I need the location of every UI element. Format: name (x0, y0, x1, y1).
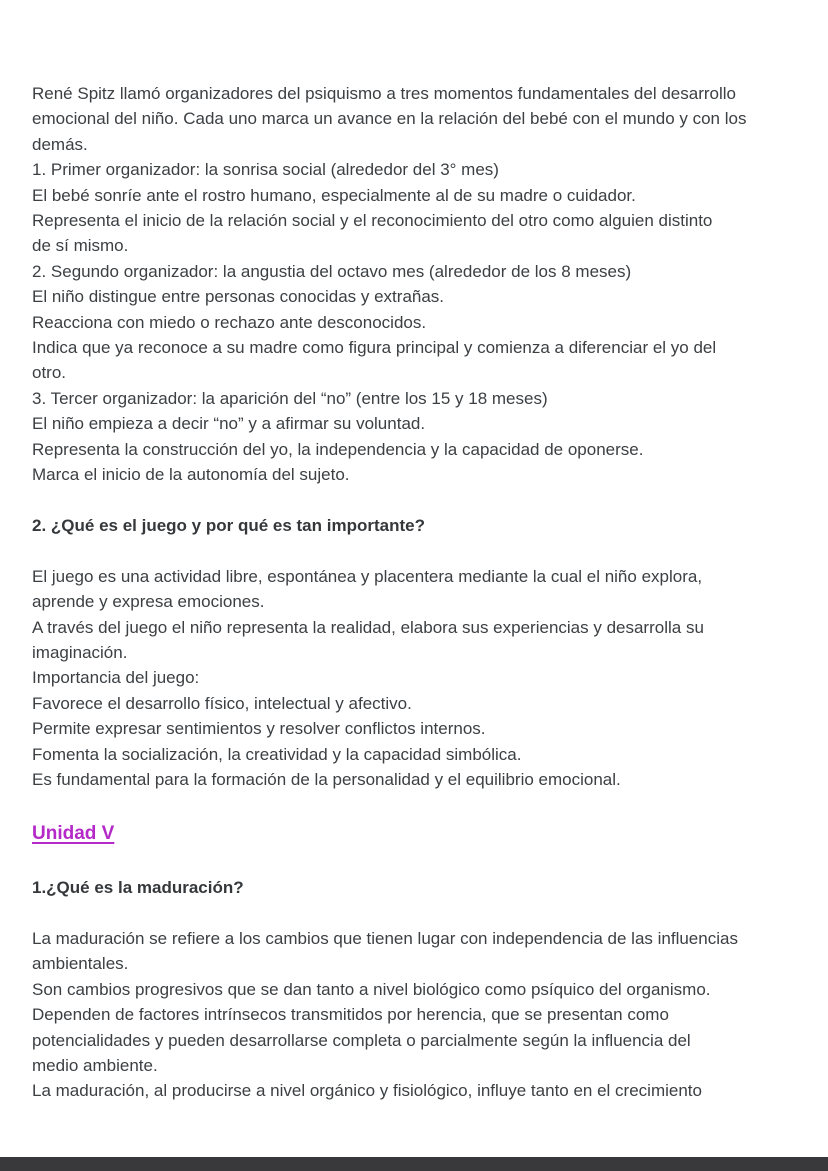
text-line: Favorece el desarrollo físico, intelectual y afectivo. (32, 693, 412, 713)
text-line: Representa el inicio de la relación social y el reconocimiento del otro como alguien distinto (32, 211, 713, 231)
text-line: Fomenta la socialización, la creatividad y la capacidad simbólica. (32, 744, 522, 764)
text-line: El niño empieza a decir “no” y a afirmar su voluntad. (32, 414, 426, 434)
text-line: 3. Tercer organizador: la aparición del “no” (entre los 15 y 18 meses) (32, 388, 548, 408)
blank-line (32, 901, 796, 926)
text-line: Permite expresar sentimientos y resolver conflictos internos. (32, 719, 486, 739)
text-line: Marca el inicio de la autonomía del sujeto. (32, 465, 350, 485)
text-line: Dependen de factores intrínsecos transmitidos por herencia, que se presentan como (32, 1005, 669, 1025)
text-line: El niño distingue entre personas conocidas y extrañas. (32, 287, 445, 307)
section-heading: 2. ¿Qué es el juego y por qué es tan importante? (32, 515, 425, 535)
text-line: aprende y expresa emociones. (32, 592, 265, 612)
section-heading: 1.¿Qué es la maduración? (32, 878, 244, 898)
text-line: de sí mismo. (32, 236, 129, 256)
text-line: Indica que ya reconoce a su madre como figura principal y comienza a diferenciar el yo del (32, 338, 717, 358)
window-bottom-edge-bar (0, 1157, 828, 1171)
text-line: emocional del niño. Cada uno marca un avance en la relación del bebé con el mundo y con los (32, 109, 747, 129)
text-line: La maduración se refiere a los cambios que tienen lugar con independencia de las influencias (32, 928, 738, 948)
text-line: medio ambiente. (32, 1055, 158, 1075)
text-line: ambientales. (32, 954, 129, 974)
unit-title-row (32, 818, 796, 850)
blank-line (32, 488, 796, 513)
blank-line (32, 538, 796, 563)
text-line: 2. Segundo organizador: la angustia del octavo mes (alrededor de los 8 meses) (32, 261, 632, 281)
text-line: A través del juego el niño representa la realidad, elabora sus experiencias y desarrolla su (32, 617, 704, 637)
text-line: Representa la construcción del yo, la independencia y la capacidad de oponerse. (32, 439, 644, 459)
text-line: 1. Primer organizador: la sonrisa social (alrededor del 3° mes) (32, 160, 499, 180)
text-line: imaginación. (32, 642, 128, 662)
text-line: demás. (32, 134, 88, 154)
text-line: potencialidades y pueden desarrollarse completa o parcialmente según la influencia del (32, 1030, 691, 1050)
text-line: Es fundamental para la formación de la personalidad y el equilibrio emocional. (32, 769, 621, 789)
unit-title: Unidad V (32, 822, 115, 844)
text-line: Importancia del juego: (32, 668, 200, 688)
text-line: El bebé sonríe ante el rostro humano, especialmente al de su madre o cuidador. (32, 185, 636, 205)
text-line: Son cambios progresivos que se dan tanto a nivel biológico como psíquico del organismo. (32, 979, 711, 999)
text-line: El juego es una actividad libre, espontánea y placentera mediante la cual el niño explora, (32, 566, 703, 586)
text-line: otro. (32, 363, 67, 383)
blank-line (32, 792, 796, 817)
text-line: La maduración, al producirse a nivel orgánico y fisiológico, influye tanto en el crecimiento (32, 1081, 702, 1101)
text-line: Reacciona con miedo o rechazo ante desconocidos. (32, 312, 427, 332)
blank-line (32, 850, 796, 875)
text-line: René Spitz llamó organizadores del psiquismo a tres momentos fundamentales del desarrollo (32, 84, 736, 103)
